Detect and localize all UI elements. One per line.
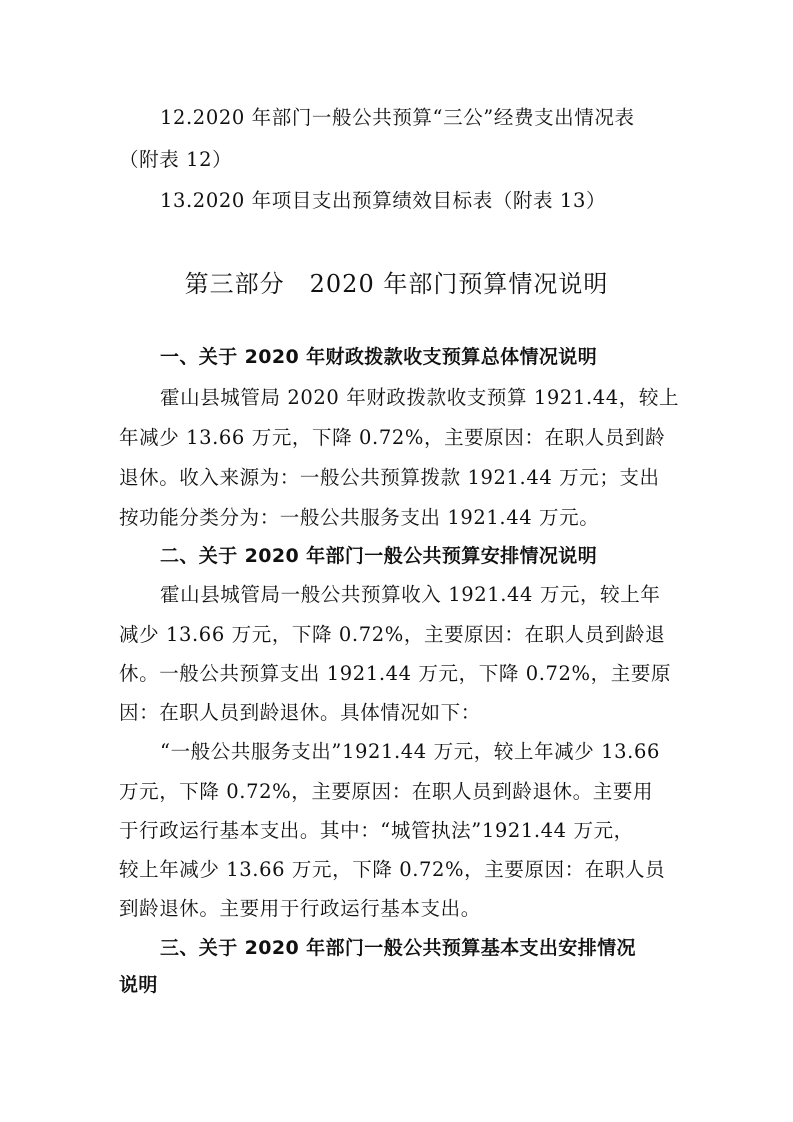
section-2-line-7: 于行政运行基本支出。其中：“城管执法”1921.44 万元，	[119, 819, 634, 842]
part-title: 第三部分 2020 年部门预算情况说明	[184, 270, 609, 298]
section-1-line-1: 霍山县城管局 2020 年财政拨款收支预算 1921.44，较上	[160, 386, 680, 409]
section-2-heading: 二、关于 2020 年部门一般公共预算安排情况说明	[160, 545, 598, 567]
section-2-line-8: 较上年减少 13.66 万元，下降 0.72%，主要原因：在职人员	[119, 858, 666, 881]
list-item-12: 12.2020 年部门一般公共预算“三公”经费支出情况表	[160, 106, 635, 129]
list-item-12-continuation: （附表 12）	[119, 148, 233, 171]
list-item-13: 13.2020 年项目支出预算绩效目标表（附表 13）	[160, 189, 607, 212]
section-3-heading-line-2: 说明	[119, 974, 158, 996]
section-1-line-2: 年减少 13.66 万元，下降 0.72%，主要原因：在职人员到龄	[119, 426, 666, 449]
section-1-heading: 一、关于 2020 年财政拨款收支预算总体情况说明	[160, 346, 598, 368]
section-2-line-6: 万元，下降 0.72%，主要原因：在职人员到龄退休。主要用	[119, 780, 654, 803]
section-2-line-3: 休。一般公共预算支出 1921.44 万元，下降 0.72%，主要原	[119, 662, 672, 685]
section-2-line-2: 减少 13.66 万元，下降 0.72%，主要原因：在职人员到龄退	[119, 623, 666, 646]
section-2-line-9: 到龄退休。主要用于行政运行基本支出。	[119, 897, 481, 920]
section-2-line-1: 霍山县城管局一般公共预算收入 1921.44 万元，较上年	[160, 583, 661, 606]
section-2-line-4: 因：在职人员到龄退休。具体情况如下：	[119, 701, 481, 724]
section-3-heading-line-1: 三、关于 2020 年部门一般公共预算基本支出安排情况	[160, 937, 636, 959]
section-2-line-5: “一般公共服务支出”1921.44 万元，较上年减少 13.66	[160, 740, 660, 763]
section-1-line-3: 退休。收入来源为：一般公共预算拨款 1921.44 万元；支出	[119, 466, 660, 489]
section-1-line-4: 按功能分类分为：一般公共服务支出 1921.44 万元。	[119, 506, 600, 529]
